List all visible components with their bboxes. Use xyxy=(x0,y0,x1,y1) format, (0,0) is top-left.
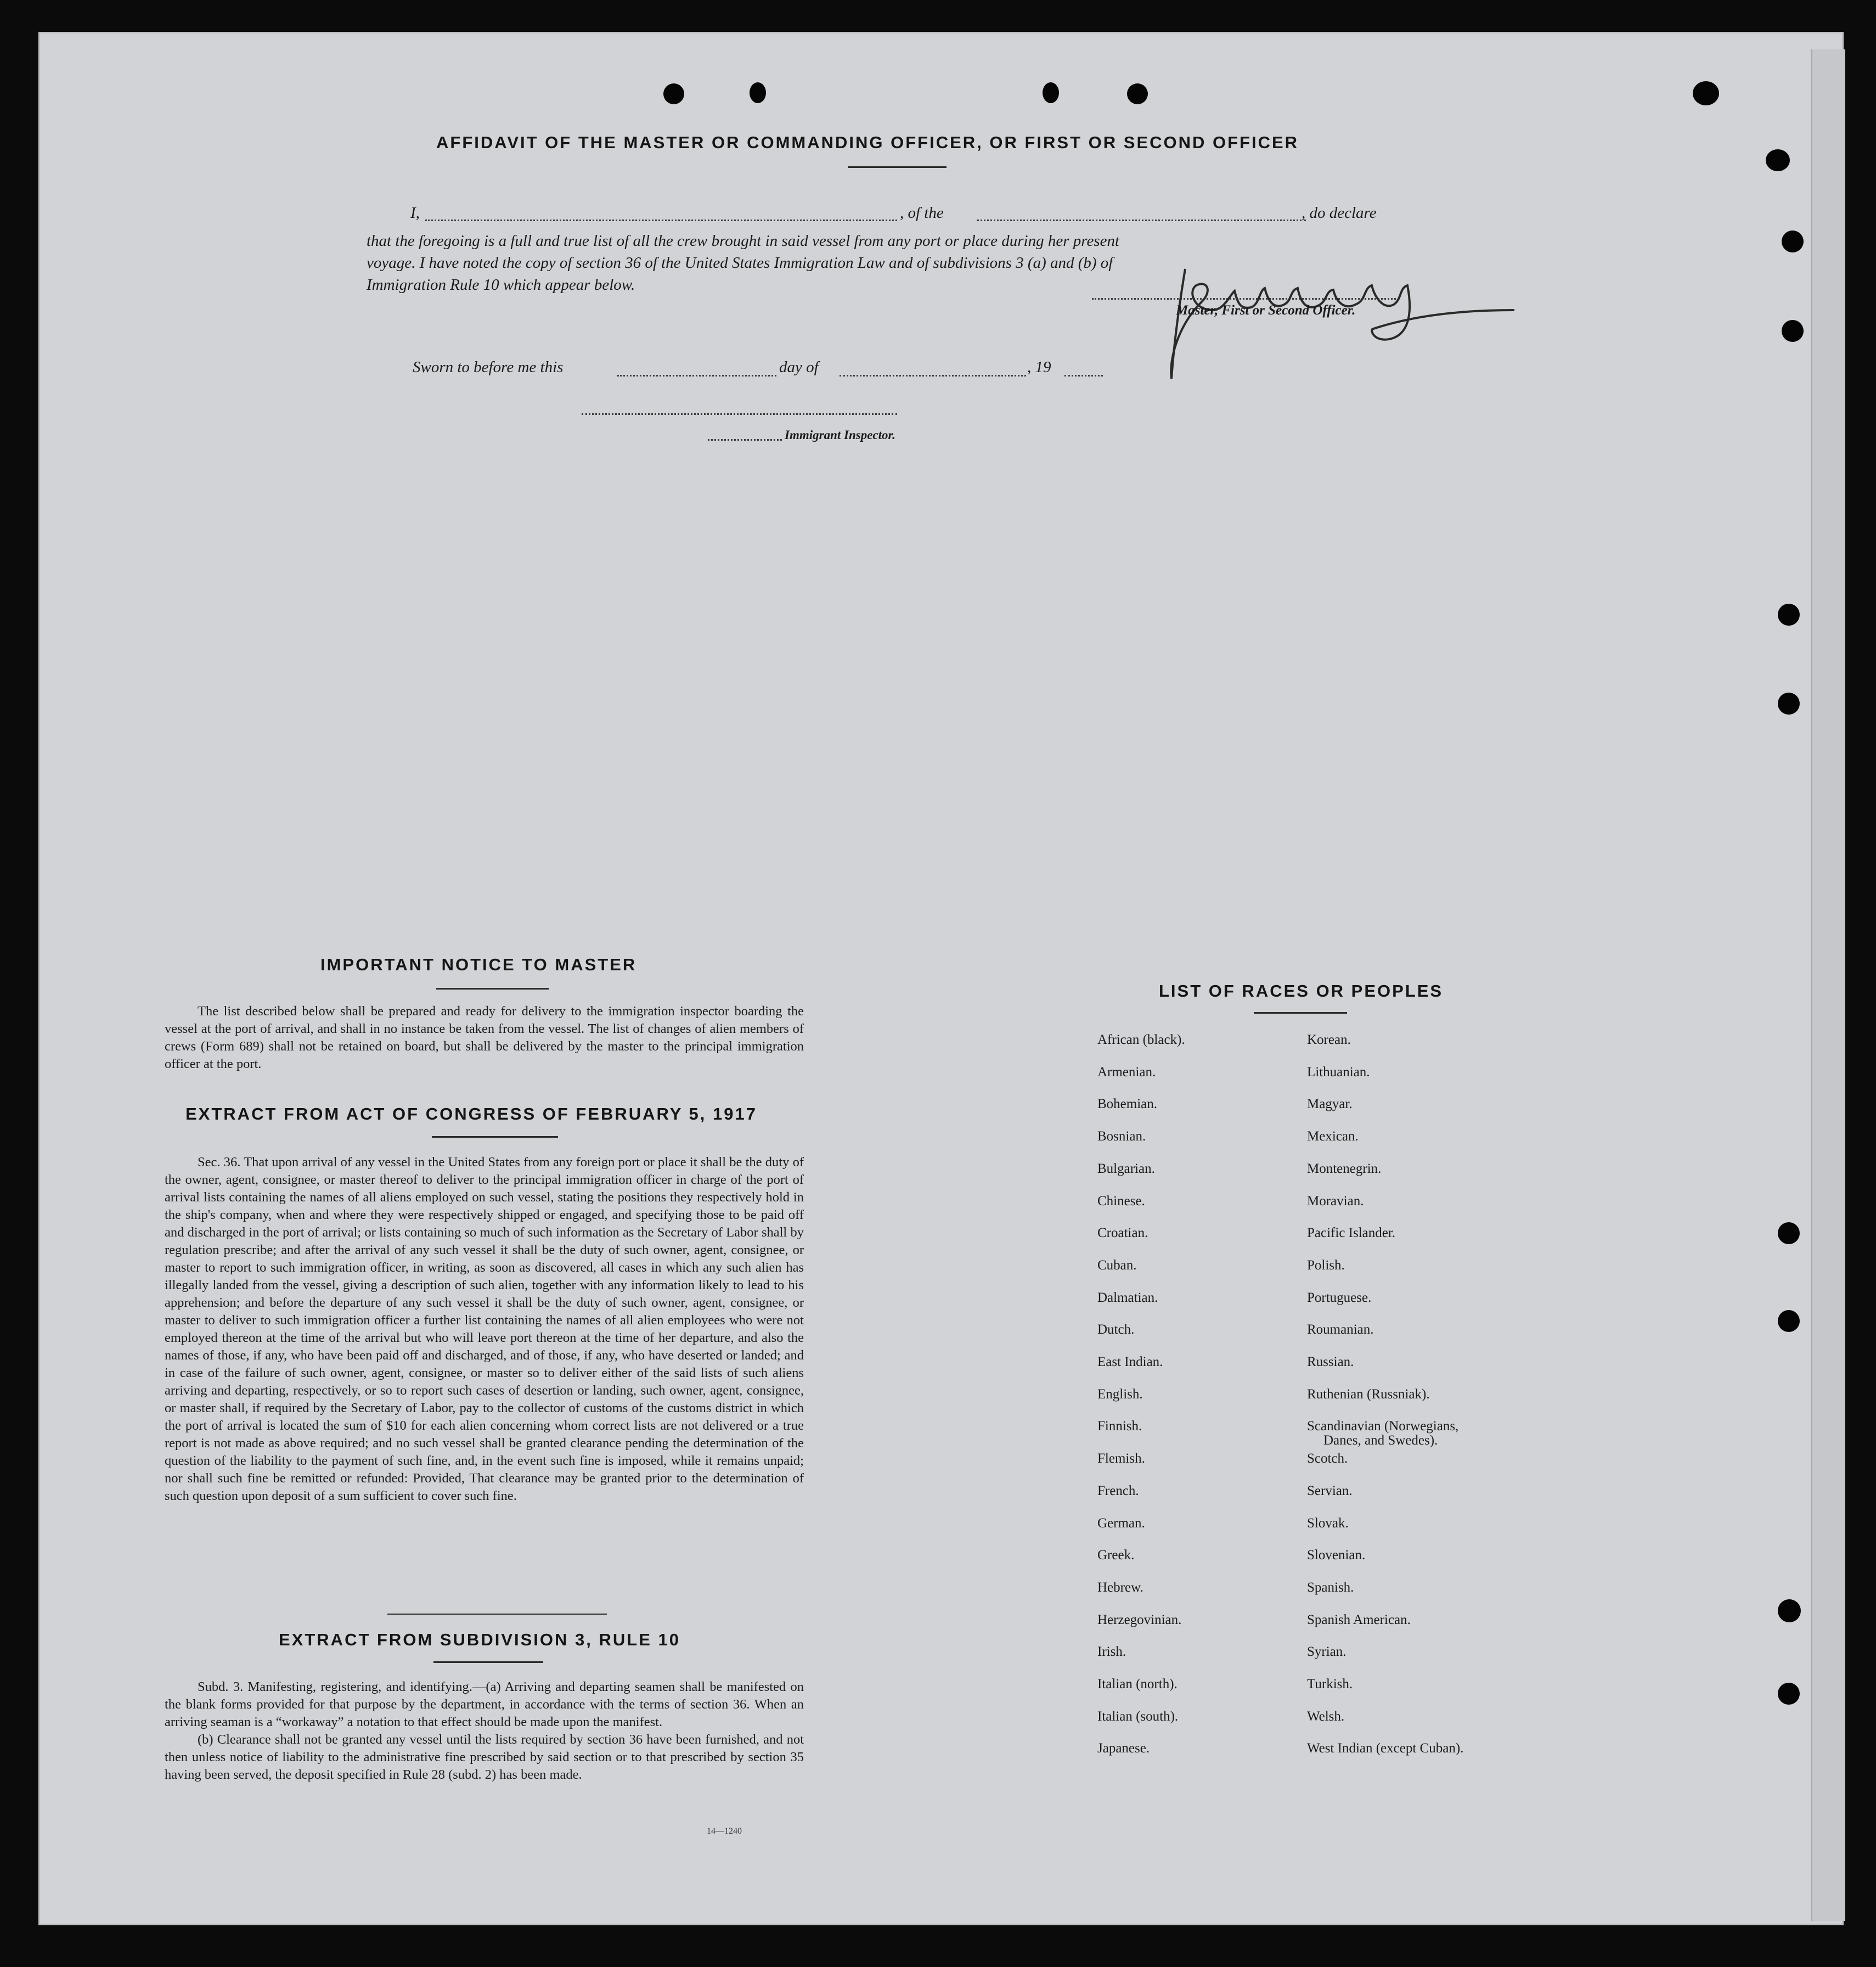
punch-hole xyxy=(1778,1310,1800,1332)
punch-hole xyxy=(1778,1599,1801,1622)
race-right-item: Mexican. xyxy=(1307,1129,1359,1144)
race-right-item: Spanish American. xyxy=(1307,1612,1411,1627)
race-left-item: Finnish. xyxy=(1097,1419,1142,1434)
race-right-item: Russian. xyxy=(1307,1355,1354,1369)
sworn-month-field[interactable] xyxy=(840,375,1026,376)
notice-body xyxy=(165,1003,804,1073)
notice-title-rule xyxy=(436,988,549,990)
race-left-item: African (black). xyxy=(1097,1032,1185,1047)
punch-hole xyxy=(1766,149,1790,171)
race-left-item: Herzegovinian. xyxy=(1097,1612,1182,1627)
affidavit-declare: , do declare xyxy=(1302,204,1377,222)
race-left-item: Italian (north). xyxy=(1097,1677,1178,1691)
race-right-item: Roumanian. xyxy=(1307,1322,1374,1337)
race-left-item: Greek. xyxy=(1097,1548,1135,1563)
race-right-item: Servian. xyxy=(1307,1483,1353,1498)
race-right-item: Welsh. xyxy=(1307,1709,1345,1724)
race-right-item: West Indian (except Cuban). xyxy=(1307,1741,1464,1756)
rule-title-rule xyxy=(433,1661,543,1663)
race-left-item: Armenian. xyxy=(1097,1064,1156,1080)
race-right-item: Syrian. xyxy=(1307,1644,1347,1660)
sheet-edge xyxy=(1811,49,1845,1921)
rule-body xyxy=(165,1678,804,1784)
race-right-item: Magyar. xyxy=(1307,1097,1353,1112)
race-right-continuation: Danes, and Swedes). xyxy=(1323,1433,1438,1448)
section-divider xyxy=(387,1614,607,1615)
race-left-item: Bosnian. xyxy=(1097,1129,1146,1144)
notice-paragraph: The list described below shall be prepared and ready for delivery to the immigration inspector boarding the vessel at the port of arrival, and shall in no instance be taken from the vessel. The list of changes of alien members of crews (Form 689) shall not be retained on board, but shall be delivered by the master to the principal immigration officer at the port. xyxy=(165,1004,804,1071)
race-right-item: Slovenian. xyxy=(1307,1548,1366,1563)
affidavit-line2: that the foregoing is a full and true list of all the crew brought in said vessel from any port or place during her present xyxy=(367,232,1120,250)
race-left-item: Dalmatian. xyxy=(1097,1290,1158,1305)
sworn-year-field[interactable] xyxy=(1064,375,1103,376)
punch-hole xyxy=(1693,81,1719,105)
race-left-item: Irish. xyxy=(1097,1644,1126,1660)
race-right-item: Turkish. xyxy=(1307,1677,1353,1691)
inspector-caption: Immigrant Inspector. xyxy=(785,428,895,442)
rule-title: EXTRACT FROM SUBDIVISION 3, RULE 10 xyxy=(279,1630,680,1649)
race-left-item: Chinese. xyxy=(1097,1193,1145,1209)
race-left-item: French. xyxy=(1097,1483,1139,1498)
race-right-item: Pacific Islander. xyxy=(1307,1226,1396,1241)
race-left-item: Bulgarian. xyxy=(1097,1161,1155,1176)
race-left-item: Italian (south). xyxy=(1097,1709,1179,1724)
race-left-item: Bohemian. xyxy=(1097,1097,1158,1112)
act-paragraph: Sec. 36. That upon arrival of any vessel in the United States from any foreign port or place it shall be the duty of the owner, agent, consignee, or master thereof to deliver to the principal immigration officer in charge of the port of arrival lists containing the names of all aliens employed on such vessel, stating the positions they respectively hold in the ship's company, when and where they were respectively shipped or engaged, and specifying those to be paid off and discharged in the port of arrival; or lists containing so much of such information as the Secretary of Labor shall by regulation prescribe; and after the arrival of any such vessel it shall be the duty of such owner, agent, consignee, or master to report to such immigration officer, in writing, as soon as discovered, all cases in which any such alien has illegally landed from the vessel, giving a description of such alien, together with any information likely to lead to his apprehension; and before the departure of any such vessel it shall be the duty of such owner, agent, consignee, or master to deliver to such immigration officer a further list containing the names of all alien employees who were not employed thereon at the time of the arrival but who will leave port thereon at the time of her departure, and also the names of those, if any, who have been paid off and discharged, and of those, if any, who have deserted or landed; and in case of the failure of such owner, agent, consignee, or master so to deliver either of the said lists of such aliens arriving and departing, respectively, or so to report such cases of desertion or landing, such owner, agent, consignee, or master shall, if required by the Secretary of Labor, pay to the collector of customs of the customs district in which the port of arrival is located the sum of $10 for each alien concerning whom correct lists are not delivered or a true report is not made as above required; and no such vessel shall be granted clearance pending the determination of the question of the liability to the payment of such fine, and, in the event such fine is imposed, while it remains unpaid; nor shall such fine be remitted or refunded: Provided, That clearance may be granted prior to the determination of such question upon deposit of a sum sufficient to cover such fine. xyxy=(165,1155,804,1503)
race-right-item: Scandinavian (Norwegians, xyxy=(1307,1419,1459,1434)
race-left-item: Dutch. xyxy=(1097,1322,1135,1337)
race-left-item: Hebrew. xyxy=(1097,1580,1143,1595)
affidavit-line3: voyage. I have noted the copy of section 36 of the United States Immigration Law and of subdivisions 3 (a) and (b) of xyxy=(367,254,1113,272)
race-left-item: English. xyxy=(1097,1386,1143,1402)
signature-caption: Master, First or Second Officer. xyxy=(1176,303,1356,318)
punch-hole xyxy=(1043,82,1059,103)
sworn-day-field[interactable] xyxy=(617,375,776,376)
rule-paragraph-b: (b) Clearance shall not be granted any vessel until the lists required by section 36 have been furnished, and not then unless notice of liability to the administrative fine prescribed by said section or to that prescribed by section 35 having been served, the deposit specified in Rule 28 (subd. 2) has been made. xyxy=(165,1732,804,1782)
race-right-item: Slovak. xyxy=(1307,1515,1349,1531)
rule-paragraph-a: Subd. 3. Manifesting, registering, and identifying.—(a) Arriving and departing seamen shall be manifested on the blank forms provided for that purpose by the department, in accordance with the terms of section 36. When an arriving seaman is a “workaway” a notation to that effect should be made upon the manifest. xyxy=(165,1679,804,1729)
race-left-item: German. xyxy=(1097,1515,1145,1531)
race-right-item: Scotch. xyxy=(1307,1451,1348,1466)
form-number: 14—1240 xyxy=(707,1826,742,1836)
punch-hole xyxy=(1127,83,1148,104)
punch-hole xyxy=(663,83,684,104)
punch-hole xyxy=(1778,1222,1800,1244)
inspector-caption-leader xyxy=(708,439,782,441)
punch-hole xyxy=(750,82,766,103)
race-right-item: Spanish. xyxy=(1307,1580,1354,1595)
race-right-item: Polish. xyxy=(1307,1257,1345,1273)
punch-hole xyxy=(1782,320,1804,342)
act-title: EXTRACT FROM ACT OF CONGRESS OF FEBRUARY 5, 1917 xyxy=(185,1104,757,1123)
punch-hole xyxy=(1778,1683,1800,1705)
races-title: LIST OF RACES OR PEOPLES xyxy=(1159,981,1444,1001)
punch-hole xyxy=(1782,231,1804,252)
affidavit-line4: Immigration Rule 10 which appear below. xyxy=(367,276,635,294)
race-left-item: Flemish. xyxy=(1097,1451,1145,1466)
affidavit-i: I, xyxy=(410,204,420,222)
signature xyxy=(1141,258,1525,390)
sworn-year: , 19 xyxy=(1027,358,1051,376)
race-left-item: Cuban. xyxy=(1097,1257,1137,1273)
act-title-rule xyxy=(432,1136,558,1138)
race-left-item: Croatian. xyxy=(1097,1226,1148,1241)
race-left-item: Japanese. xyxy=(1097,1741,1150,1756)
race-right-item: Ruthenian (Russniak). xyxy=(1307,1386,1430,1402)
notice-title: IMPORTANT NOTICE TO MASTER xyxy=(320,955,637,974)
punch-hole xyxy=(1778,693,1800,715)
vessel-name-field[interactable] xyxy=(977,220,1306,221)
affidavit-title-rule xyxy=(848,166,947,168)
sworn-day-of: day of xyxy=(779,358,819,376)
affidavit-of-the: , of the xyxy=(900,204,944,222)
race-right-item: Portuguese. xyxy=(1307,1290,1372,1305)
race-right-item: Lithuanian. xyxy=(1307,1064,1370,1080)
punch-hole xyxy=(1778,604,1800,626)
master-name-field[interactable] xyxy=(425,220,897,221)
affidavit-title: AFFIDAVIT OF THE MASTER OR COMMANDING OFFICER, OR FIRST OR SECOND OFFICER xyxy=(436,133,1299,152)
sworn-text: Sworn to before me this xyxy=(413,358,564,376)
race-right-item: Korean. xyxy=(1307,1032,1351,1047)
race-right-item: Moravian. xyxy=(1307,1193,1364,1209)
races-title-rule xyxy=(1254,1012,1347,1014)
race-right-item: Montenegrin. xyxy=(1307,1161,1382,1176)
race-left-item: East Indian. xyxy=(1097,1355,1163,1369)
act-body xyxy=(165,1154,804,1505)
inspector-signature-field[interactable] xyxy=(582,413,897,415)
